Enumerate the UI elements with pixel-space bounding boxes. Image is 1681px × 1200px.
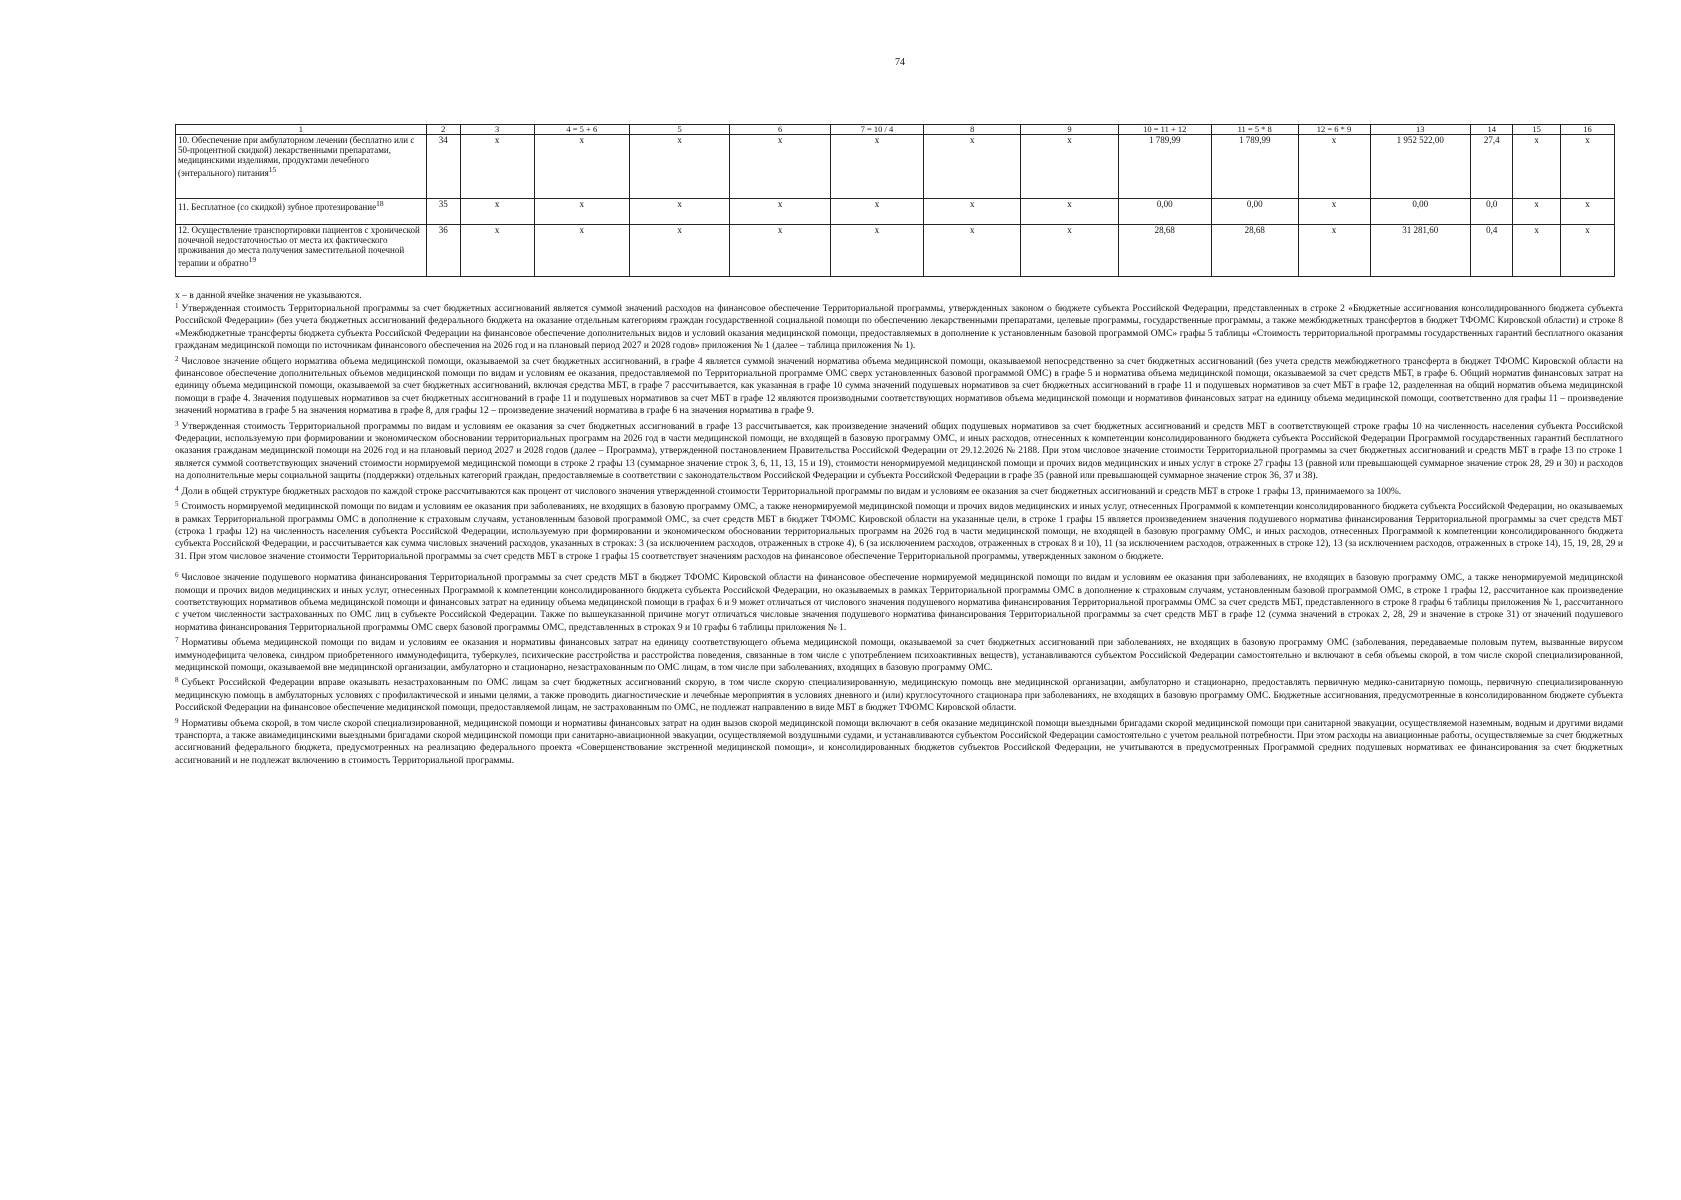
table-cell: x bbox=[1513, 135, 1561, 199]
footnote-text: Стоимость нормируемой медицинской помощи по видам и условиям ее оказания при заболеваниях, не входящих в базовую программу ОМС, а также ненормируемой медицинской помощи и прочих видов медицинских и иных услуг, отнесенных Программой к компетенции консолидированного бюджета субъекта Российской Федерации, но оказываемых в рамках Территориальной программы ОМС в дополнение к страховым случаям, установленным базовой программой ОМС, за счет средств МБТ в бюджет ТФОМС Кировской области на указанные цели, в строке 1 графы 15 является произведением значения подушевого норматива финансирования Территориальной программы за счет средств МБТ (строка 1 графы 12) на численность населения субъекта Российской Федерации, используемую при формировании и экономическом обосновании территориальных программ на 2026 год в части медицинской помощи, не входящей в базовую программу ОМС, и иных расходов, отнесенных Программой к компетенции консолидированного бюджета субъекта Российской Федерации, и рассчитывается как сумма числовых значений расходов, указанных в строках: 3 (за исключением расходов, отраженных в строке 4), 6 (за исключением расходов, отраженных в строках 8 и 10), 11 (за исключением расходов, отраженных в строке 12), 13 (за исключением расходов, отраженных в строке 14), 15, 19, 28, 29 и 31. При этом числовое значение стоимости Территориальной программы за счет средств МБТ в строке 1 графы 15 соответствует значениям расходов на финансовое обеспечение Территориальной программы, утвержденных законом о бюджете. bbox=[175, 502, 1623, 562]
table-cell: x bbox=[460, 225, 534, 277]
footnote-text: Субъект Российской Федерации вправе оказывать незастрахованным по ОМС лицам за счет бюджетных ассигнований скорую, в том числе скорую специализированную, медицинскую помощь вне медицинской организации, амбулаторно и стационарно, предоставлять первичную медико-санитарную помощь, первичную специализированную медицинскую помощь в амбулаторных условиях с профилактической и иными целями, а также проводить диагностические и лечебные мероприятия в условиях дневного и (или) круглосуточного стационара при заболеваниях, не входящих в базовую программу ОМС. Бюджетные ассигнования, предусмотренные в консолидированном бюджете субъекта Российской Федерации на финансовое обеспечение медицинской помощи, предоставляемой лицам, не застрахованным по ОМС, не подлежат направлению в виде МБТ в бюджет ТФОМС Кировской области. bbox=[175, 678, 1623, 714]
footnote bbox=[175, 677, 1623, 714]
table-cell: x bbox=[460, 199, 534, 225]
footnote bbox=[175, 486, 1623, 498]
row-label: 10. Обеспечение при амбулаторном лечении (бесплатно или с 50-процентной скидкой) лекарственными препаратами, медицинскими изделиями, продуктами лечебного (энтерального) питания$^{15}$ bbox=[176, 135, 427, 199]
table-cell: x bbox=[924, 135, 1021, 199]
table-cell: x bbox=[629, 199, 730, 225]
table-cell: x bbox=[830, 225, 923, 277]
budget-table bbox=[175, 124, 1615, 277]
table-cell: 1 952 522,00 bbox=[1370, 135, 1471, 199]
column-number: 5 bbox=[629, 125, 730, 135]
table-cell: 31 281,60 bbox=[1370, 225, 1471, 277]
footnote-marker: 6 bbox=[175, 571, 179, 580]
column-number: 6 bbox=[730, 125, 831, 135]
page-number: 74 bbox=[895, 57, 905, 68]
table-cell: x bbox=[730, 225, 831, 277]
footnote-text: Нормативы объема скорой, в том числе скорой специализированной, медицинской помощи и нормативы финансовых затрат на один вызов скорой медицинской помощи включают в себя оказание медицинской помощи выездными бригадами скорой медицинской помощи при санитарной эвакуации, осуществляемой наземным, водным и другими видами транспорта, а также авиамедицинскими выездными бригадами скорой медицинской помощи при санитарно-авиационной эвакуации, осуществляемой воздушными судами, и устанавливаются субъектом Российской Федерации самостоятельно с учетом реальной потребности. При этом расходы на авиационные работы, осуществляемые за счет бюджетных ассигнований федерального бюджета, предусмотренных на реализацию федерального проекта «Совершенствование экстренной медицинской помощи», и консолидированных бюджетов субъектов Российской Федерации, не учитываются в предусмотренных Программой средних подушевых нормативах ее финансирования за счет бюджетных ассигнований и не подлежат включению в стоимость Территориальной программы. bbox=[175, 718, 1623, 766]
column-number: 3 bbox=[460, 125, 534, 135]
table-cell: x bbox=[1021, 135, 1118, 199]
footnote bbox=[175, 637, 1623, 674]
footnote bbox=[175, 718, 1623, 768]
row-label: 11. Бесплатное (со скидкой) зубное протезирование$^{18}$ bbox=[176, 199, 427, 225]
footnote bbox=[175, 572, 1623, 634]
table-cell: x bbox=[460, 135, 534, 199]
table-cell: 0,4 bbox=[1471, 225, 1513, 277]
table-cell: 28,68 bbox=[1211, 225, 1298, 277]
table-cell: 0,0 bbox=[1471, 199, 1513, 225]
footnote-text: Утвержденная стоимость Территориальной программы за счет бюджетных ассигнований является суммой значений расходов на финансовое обеспечение Территориальной программы, утвержденных законом о бюджете субъекта Российской Федерации, представленных в строке 2 «Бюджетные ассигнования консолидированного бюджета субъекта Российской Федерации» (без учета бюджетных ассигнований федерального бюджета на оказание отдельным категориям граждан государственной социальной помощи по обеспечению лекарственными препаратами, целевые программы, государственные программы, а также межбюджетных трансфертов в бюджет ТФОМС Кировской области) и строке 8 «Межбюджетные трансферты бюджета субъекта Российской Федерации на финансовое обеспечение дополнительных видов и условий оказания медицинской помощи, предоставляемых в дополнение к установленным базовой программой ОМС» графы 5 таблицы «Стоимость территориальной программы государственных гарантий бесплатного оказания гражданам медицинской помощи по источникам финансового обеспечения на 2026 год и на плановый период 2027 и 2028 годов» приложения № 1 (далее – таблица приложения № 1). bbox=[175, 304, 1623, 352]
column-number: 9 bbox=[1021, 125, 1118, 135]
table-cell: x bbox=[924, 199, 1021, 225]
table-cell: 1 789,99 bbox=[1211, 135, 1298, 199]
table-cell: x bbox=[1560, 225, 1614, 277]
footnote-marker: 9 bbox=[175, 716, 179, 725]
table-cell: x bbox=[730, 135, 831, 199]
footnote-text: Числовое значение общего норматива объема медицинской помощи, оказываемой за счет бюджетных ассигнований, в графе 4 является суммой значений норматива объема медицинской помощи, оказываемой непосредственно за счет бюджетных ассигнований (без учета средств межбюджетного трансферта в бюджет ТФОМС Кировской области на финансовое обеспечение дополнительных объемов медицинской помощи по видам и условиям ее оказания, предоставляемой по Территориальной программе ОМС сверх установленных базовой программой ОМС) в графе 5 и норматива объема медицинской помощи, оказываемой за счет средств МБТ, в графе 6. Общий норматив финансовых затрат на единицу объема медицинской помощи, оказываемой за счет бюджетных ассигнований, включая средства МБТ, в графе 7 рассчитывается, как указанная в графе 10 сумма значений подушевых нормативов за счет бюджетных ассигнований в графе 11 и подушевых нормативов за счет МБТ в графе 12, разделенная на общий норматив объема медицинской помощи в графе 4. Значения подушевых нормативов за счет бюджетных ассигнований в графе 11 и подушевых нормативов за счет МБТ в графе 12 являются производными соответствующих нормативов объема медицинской помощи и нормативов финансовых затрат на единицу объема медицинской помощи, соответственно для графы 11 – произведение значений норматива в графе 5 на значения норматива в графе 8, для графы 12 – произведение значений норматива в графе 6 на значения норматива в графе 9. bbox=[175, 356, 1623, 417]
footnote-marker: 2 bbox=[175, 354, 179, 363]
table-cell: x bbox=[629, 225, 730, 277]
column-number: 12 = 6 * 9 bbox=[1298, 125, 1370, 135]
table-cell: x bbox=[534, 135, 629, 199]
column-number: 10 = 11 + 12 bbox=[1118, 125, 1211, 135]
table-cell: 35 bbox=[426, 199, 460, 225]
table-cell: x bbox=[1298, 135, 1370, 199]
table-legend: x – в данной ячейке значения не указываются. bbox=[175, 291, 362, 301]
table-cell: 27,4 bbox=[1471, 135, 1513, 199]
footnote-text: Числовое значение подушевого норматива финансирования Территориальной программы за счет средств МБТ в бюджет ТФОМС Кировской области на финансовое обеспечение нормируемой медицинской помощи по видам и условиям ее оказания при заболеваниях, не входящих в базовую программу ОМС, а также ненормируемой медицинской помощи и прочих видов медицинских и иных услуг, отнесенных Программой к компетенции консолидированного бюджета субъекта Российской Федерации, но оказываемых в рамках Территориальной программы ОМС в дополнение к страховым случаям, установленным базовой программой ОМС, в строке 1 графы 12, рассчитанное как произведение соответствующих нормативов объема медицинской помощи и финансовых затрат на единицу объема медицинской помощи в графах 6 и 9 может отличаться от числового значения подушевого норматива финансирования Территориальной программы ОМС за счет средств МБТ, представленного в строке 8 графы 6 таблицы приложения № 1, рассчитанного с учетом численности застрахованных по ОМС лиц в субъекте Российской Федерации. Также по вышеуказанной причине могут отличаться числовые значения подушевого норматива финансирования Территориальной программы за счет средств МБТ в графе 12 (сумма значений в строках 2, 28, 29 и значение в строке 31) от значений подушевого норматива финансирования Территориальной программы ОМС сверх базовой программы ОМС, представленных в строках 9 и 10 графы 6 таблицы приложения № 1. bbox=[175, 573, 1623, 633]
table-cell: x bbox=[1560, 199, 1614, 225]
table-cell: 0,00 bbox=[1118, 199, 1211, 225]
column-number: 11 = 5 * 8 bbox=[1211, 125, 1298, 135]
footnotes bbox=[175, 303, 1623, 770]
table-cell: x bbox=[1021, 199, 1118, 225]
table-cell: 1 789,99 bbox=[1118, 135, 1211, 199]
column-number: 8 bbox=[924, 125, 1021, 135]
table-cell: x bbox=[924, 225, 1021, 277]
column-number: 15 bbox=[1513, 125, 1561, 135]
footnote-marker: 4 bbox=[175, 484, 179, 493]
footnote-marker: 7 bbox=[175, 636, 179, 645]
table-cell: x bbox=[730, 199, 831, 225]
table-row bbox=[176, 199, 1615, 225]
footnote bbox=[175, 356, 1623, 418]
footnote-marker: 8 bbox=[175, 676, 179, 685]
table-row bbox=[176, 225, 1615, 277]
footnote-marker: 5 bbox=[175, 500, 179, 509]
table-cell: 34 bbox=[426, 135, 460, 199]
column-number: 1 bbox=[176, 125, 427, 135]
table-header-row bbox=[176, 125, 1615, 135]
footnote-text: Нормативы объема медицинской помощи по видам и условиям ее оказания и нормативы финансовых затрат на единицу соответствующего объема медицинской помощи, оказываемой за счет бюджетных ассигнований при заболеваниях, не входящих в базовую программу ОМС (заболевания, передаваемые половым путем, вызванные вирусом иммунодефицита человека, синдром приобретенного иммунодефицита, туберкулез, психические расстройства и расстройства поведения, связанные в том числе с употреблением психоактивных веществ), устанавливаются субъектом Российской Федерации самостоятельно и включают в себя объемы скорой, в том числе скорой специализированной, медицинской помощи, оказываемой вне медицинской организации, амбулаторно и стационарно, незастрахованным по ОМС лицам, в том числе при заболеваниях, входящих в базовую программу ОМС. bbox=[175, 638, 1623, 673]
table-cell: 36 bbox=[426, 225, 460, 277]
footnote bbox=[175, 421, 1623, 483]
table-cell: x bbox=[629, 135, 730, 199]
table-cell: x bbox=[830, 135, 923, 199]
footnote-marker: 1 bbox=[175, 302, 179, 310]
footnote bbox=[175, 501, 1623, 563]
table-cell: x bbox=[1513, 225, 1561, 277]
table-cell: 0,00 bbox=[1370, 199, 1471, 225]
column-number: 14 bbox=[1471, 125, 1513, 135]
column-number: 16 bbox=[1560, 125, 1614, 135]
table-cell: x bbox=[1298, 199, 1370, 225]
table-cell: x bbox=[1021, 225, 1118, 277]
table-cell: 28,68 bbox=[1118, 225, 1211, 277]
column-number: 7 = 10 / 4 bbox=[830, 125, 923, 135]
column-number: 13 bbox=[1370, 125, 1471, 135]
footnote-text: Доли в общей структуре бюджетных расходов по каждой строке рассчитываются как процент от числового значения утвержденной стоимости Территориальной программы по видам и условиям ее оказания за счет бюджетных ассигнований и средств МБТ в строке 1 графы 13, принимаемого за 100%. bbox=[181, 486, 1402, 497]
footnote-marker: 3 bbox=[175, 419, 179, 428]
column-number: 2 bbox=[426, 125, 460, 135]
table-cell: x bbox=[1513, 199, 1561, 225]
table-cell: 0,00 bbox=[1211, 199, 1298, 225]
table-cell: x bbox=[534, 199, 629, 225]
table-cell: x bbox=[1560, 135, 1614, 199]
column-number: 4 = 5 + 6 bbox=[534, 125, 629, 135]
table-cell: x bbox=[830, 199, 923, 225]
table-cell: x bbox=[1298, 225, 1370, 277]
table-cell: x bbox=[534, 225, 629, 277]
footnote-text: Утвержденная стоимость Территориальной программы по видам и условиям ее оказания за счет бюджетных ассигнований в графе 13 рассчитывается, как произведение значений общих подушевых нормативов за счет бюджетных ассигнований и средств МБТ в соответствующей строке графы 10 на численность населения субъекта Российской Федерации, используемую при формировании и экономическом обосновании территориальных программ на 2026 год в части медицинской помощи, не входящей в базовую программу ОМС, и иных расходов, отнесенных к компетенции консолидированного бюджета субъекта Российской Федерации Программой государственных гарантий бесплатного оказания гражданам медицинской помощи на 2026 год и на плановый период 2027 и 2028 годов (далее – Программа), утвержденной постановлением Правительства Российской Федерации от 29.12.2026 № 2188. При этом числовое значение стоимости Территориальной программы за счет бюджетных ассигнований и средств МБТ в графе 13 по строке 1 является суммой соответствующих значений стоимости нормируемой медицинской помощи в строке 2 графы 13 (суммарное значение строк 3, 6, 11, 13, 15 и 19), стоимости ненормируемой медицинской помощи и прочих видов медицинских и иных услуг в строке 27 графы 13 (равной или превышающей суммарное значение строк 28, 29 и 30) и расходов на дополнительные меры социальной защиты (поддержки) отдельных категорий граждан, предоставляемые в соответствии с законодательством Российской Федерации и субъекта Российской Федерации в графе 35 (равной или превышающей суммарное значение строк 36, 37 и 38). bbox=[175, 421, 1623, 482]
footnote bbox=[175, 303, 1623, 353]
table-row bbox=[176, 135, 1615, 199]
row-label: 12. Осуществление транспортировки пациентов с хронической почечной недостаточностью от места их фактического проживания до места получения заместительной почечной терапии и обратно$^{19}$ bbox=[176, 225, 427, 277]
